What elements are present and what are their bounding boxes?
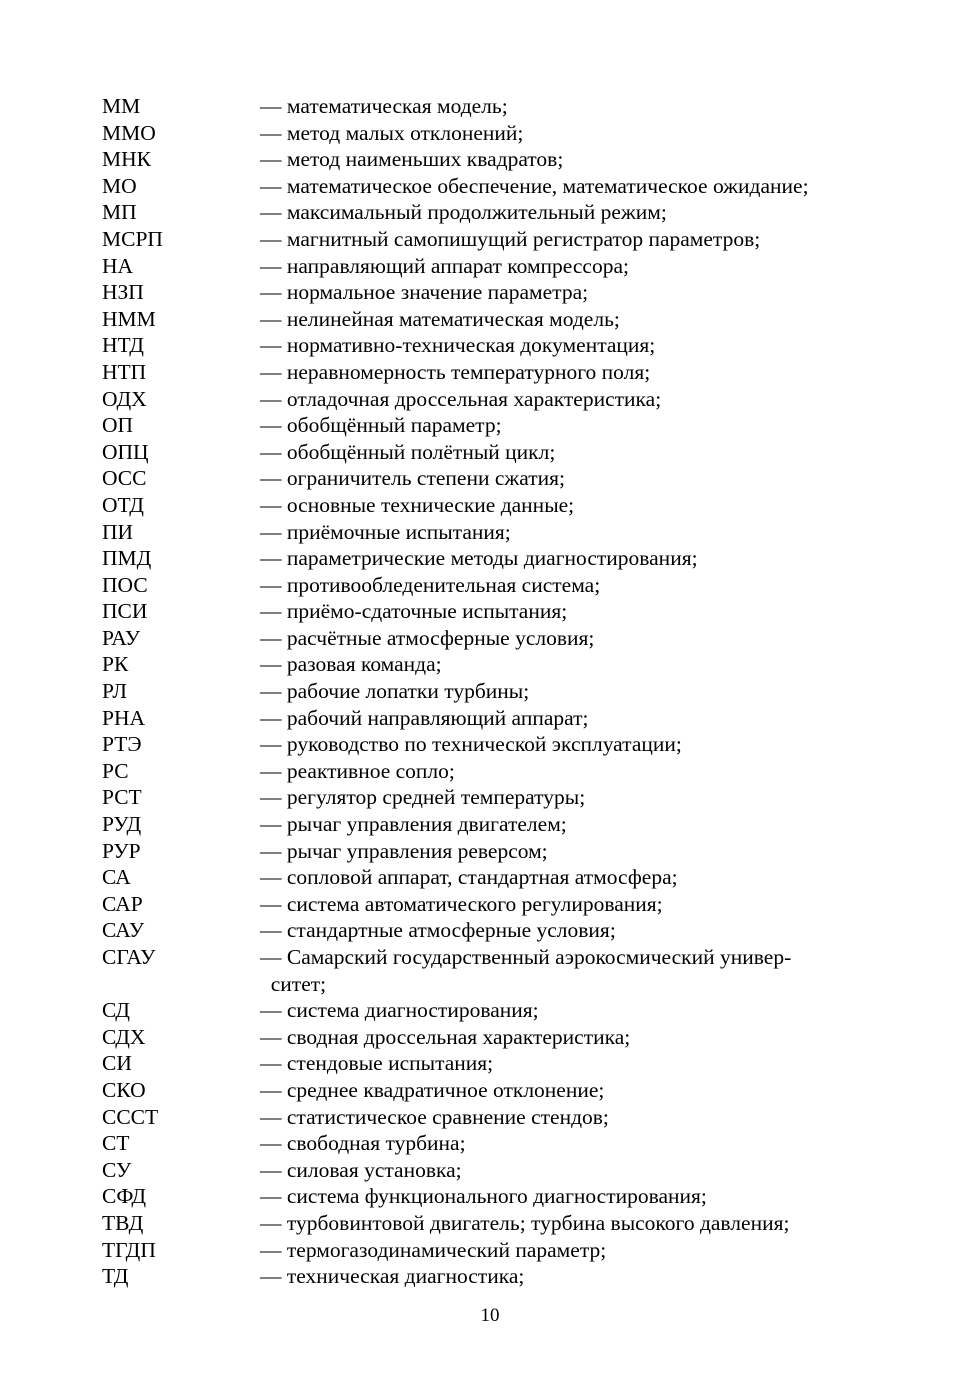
abbreviation-definition: — сводная дроссельная характеристика; (260, 1024, 631, 1049)
abbreviation-term: ПОС (102, 572, 148, 597)
abbreviation-definition: — среднее квадратичное отклонение; (260, 1077, 605, 1102)
abbreviation-definition: — метод наименьших квадратов; (260, 147, 564, 172)
abbreviation-term: СД (102, 998, 130, 1023)
abbreviation-term: НА (102, 253, 134, 278)
abbreviation-entry (102, 199, 882, 226)
abbreviation-definition: — нелинейная математическая модель; (260, 306, 620, 331)
abbreviation-term: РСТ (102, 785, 142, 810)
abbreviation-definition: — система функционального диагностирования; (260, 1184, 707, 1209)
abbreviation-entry (102, 492, 882, 519)
abbreviation-definition: — стендовые испытания; (260, 1051, 494, 1076)
abbreviation-term: МНК (102, 147, 151, 172)
abbreviation-entry (102, 93, 882, 120)
abbreviation-entry (102, 678, 882, 705)
abbreviation-entry (102, 545, 882, 572)
abbreviation-definition: — турбовинтовой двигатель; турбина высокого давления; (260, 1210, 790, 1235)
abbreviation-definition: — статистическое сравнение стендов; (260, 1104, 609, 1129)
abbreviation-entry (102, 598, 882, 625)
abbreviation-definition: — направляющий аппарат компрессора; (260, 253, 629, 278)
abbreviation-definition: — реактивное сопло; (260, 758, 455, 783)
abbreviation-entry (102, 306, 882, 333)
abbreviation-definition: — рабочие лопатки турбины; (260, 679, 530, 704)
abbreviation-entry (102, 1130, 882, 1157)
abbreviation-term: НТП (102, 359, 147, 384)
abbreviation-term: РТЭ (102, 732, 142, 757)
abbreviation-term: ММ (102, 94, 141, 118)
abbreviation-term: СУ (102, 1157, 132, 1182)
abbreviation-term: ОСС (102, 466, 147, 491)
abbreviation-definition: — рычаг управления реверсом; (260, 838, 548, 863)
abbreviation-term: СТ (102, 1131, 130, 1156)
abbreviation-term: РС (102, 758, 129, 783)
abbreviation-term: ОТД (102, 492, 144, 517)
abbreviation-entry (102, 891, 882, 918)
abbreviation-entry (102, 997, 882, 1024)
abbreviation-term: ПИ (102, 519, 134, 544)
abbreviation-term: РУР (102, 838, 141, 863)
abbreviation-term: ОП (102, 413, 134, 438)
abbreviation-term: ТВД (102, 1210, 144, 1235)
abbreviation-entry (102, 1157, 882, 1184)
abbreviation-definition: — свободная турбина; (260, 1131, 466, 1156)
abbreviation-entry (102, 465, 882, 492)
abbreviation-entry (102, 412, 882, 439)
abbreviation-entry (102, 332, 882, 359)
abbreviation-definition: — ограничитель степени сжатия; (260, 466, 565, 491)
abbreviation-term: ТД (102, 1264, 129, 1289)
abbreviation-entry (102, 439, 882, 466)
abbreviation-entry (102, 359, 882, 386)
abbreviation-term: РНА (102, 705, 146, 730)
abbreviation-entry (102, 572, 882, 599)
abbreviation-definition: — основные технические данные; (260, 492, 575, 517)
abbreviation-definition: — приёмочные испытания; (260, 519, 511, 544)
abbreviation-term: НТД (102, 333, 144, 358)
abbreviation-term: СИ (102, 1051, 132, 1076)
abbreviation-definition: — магнитный самопишущий регистратор параметров; (260, 226, 761, 251)
abbreviation-definition: — сопловой аппарат, стандартная атмосфера; (260, 865, 678, 890)
abbreviation-entry (102, 651, 882, 678)
abbreviation-definition: — разовая команда; (260, 652, 442, 677)
abbreviation-definition: — система диагностирования; (260, 998, 539, 1023)
abbreviation-entry (102, 173, 882, 200)
abbreviation-definition: — руководство по технической эксплуатации; (260, 732, 682, 757)
abbreviation-definition: — математическое обеспечение, математическое ожидание; (260, 173, 809, 198)
abbreviation-entry (102, 705, 882, 732)
abbreviation-definition: — противообледенительная система; (260, 572, 601, 597)
abbreviation-entry (102, 1050, 882, 1077)
abbreviation-entry (102, 731, 882, 758)
abbreviation-definition: — обобщённый полётный цикл; (260, 439, 556, 464)
abbreviation-definition: — метод малых отклонений; (260, 120, 524, 145)
abbreviation-term: РК (102, 652, 129, 677)
abbreviation-entry (102, 625, 882, 652)
abbreviation-definition: — рычаг управления двигателем; (260, 812, 567, 837)
abbreviation-entry (102, 784, 882, 811)
abbreviation-entry (102, 1183, 882, 1210)
abbreviation-definition: — математическая модель; (260, 94, 508, 118)
abbreviation-entry (102, 917, 882, 944)
abbreviation-entry (102, 758, 882, 785)
abbreviation-term: СССТ (102, 1104, 159, 1129)
abbreviation-definition: — максимальный продолжительный режим; (260, 200, 667, 225)
abbreviation-term: РЛ (102, 679, 127, 704)
abbreviation-term: НММ (102, 306, 156, 331)
abbreviation-entry (102, 1077, 882, 1104)
abbreviation-term: СДХ (102, 1024, 146, 1049)
abbreviation-entry (102, 1210, 882, 1237)
abbreviation-entry (102, 1024, 882, 1051)
abbreviation-term: СГАУ (102, 945, 156, 969)
abbreviation-entry (102, 519, 882, 546)
abbreviation-entry (102, 279, 882, 306)
abbreviation-term: ММО (102, 120, 156, 145)
abbreviation-entry (102, 944, 882, 997)
abbreviation-definition: — стандартные атмосферные условия; (260, 918, 616, 943)
abbreviation-term: САУ (102, 918, 145, 943)
abbreviation-term: МО (102, 173, 137, 198)
abbreviation-definition: — силовая установка; (260, 1157, 462, 1182)
abbreviation-term: МП (102, 200, 137, 225)
abbreviation-term: ПСИ (102, 599, 148, 624)
abbreviation-definition: — отладочная дроссельная характеристика; (260, 386, 662, 411)
abbreviation-entry (102, 226, 882, 253)
abbreviation-definition: — приёмо-сдаточные испытания; (260, 599, 568, 624)
abbreviation-entry (102, 146, 882, 173)
abbreviation-term: ОДХ (102, 386, 147, 411)
abbreviation-entry (102, 386, 882, 413)
abbreviation-term: ОПЦ (102, 439, 149, 464)
abbreviation-term: ПМД (102, 546, 152, 571)
abbreviation-definition: — система автоматического регулирования; (260, 891, 663, 916)
abbreviation-definition: — рабочий направляющий аппарат; (260, 705, 589, 730)
abbreviation-entry (102, 1263, 882, 1290)
abbreviation-entry (102, 1237, 882, 1264)
abbreviation-definition: — нормальное значение параметра; (260, 280, 589, 305)
abbreviation-definition: — параметрические методы диагностирования; (260, 546, 698, 571)
abbreviation-definition: — расчётные атмосферные условия; (260, 625, 595, 650)
abbreviation-entry (102, 253, 882, 280)
abbreviation-term: ТГДП (102, 1237, 156, 1262)
abbreviation-term: РАУ (102, 625, 141, 650)
abbreviation-term: САР (102, 891, 143, 916)
abbreviation-entry (102, 864, 882, 891)
abbreviation-entry (102, 1104, 882, 1131)
abbreviation-list (102, 93, 882, 1290)
abbreviation-entry (102, 811, 882, 838)
abbreviation-definition: — нормативно-техническая документация; (260, 333, 656, 358)
abbreviation-definition: — неравномерность температурного поля; (260, 359, 651, 384)
page-number: 10 (480, 1305, 500, 1326)
abbreviation-term: МСРП (102, 226, 163, 251)
abbreviation-term: СФД (102, 1184, 147, 1209)
abbreviation-definition: — обобщённый параметр; (260, 413, 502, 438)
abbreviation-definition: — термогазодинамический параметр; (260, 1237, 607, 1262)
abbreviation-term: СКО (102, 1077, 146, 1102)
abbreviation-term: СА (102, 865, 131, 890)
abbreviation-definition: — техническая диагностика; (260, 1264, 525, 1289)
abbreviation-term: РУД (102, 812, 142, 837)
abbreviation-definition: — Самарский государственный аэрокосмический универ- ситет; (260, 945, 792, 996)
abbreviation-entry (102, 120, 882, 147)
abbreviation-definition: — регулятор средней температуры; (260, 785, 586, 810)
abbreviation-entry (102, 838, 882, 865)
abbreviation-term: НЗП (102, 280, 144, 305)
